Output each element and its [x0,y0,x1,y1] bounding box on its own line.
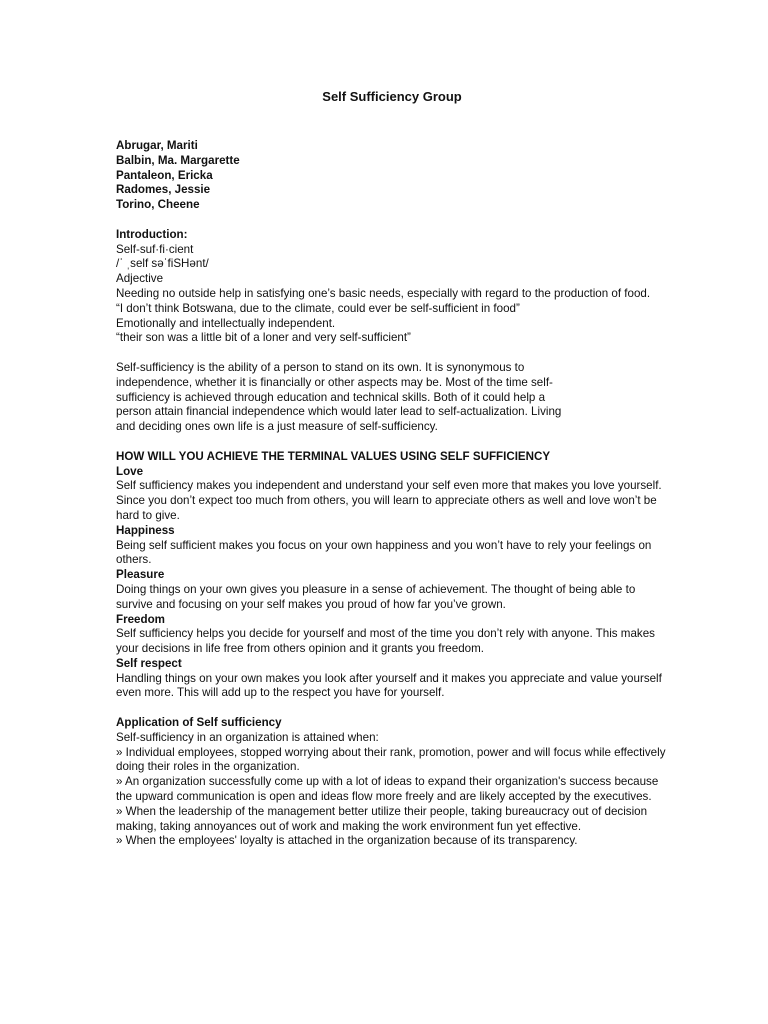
member-name: Pantaleon, Ericka [116,168,213,182]
definition-paragraph [116,361,568,435]
introduction-heading: Introduction: [116,227,188,241]
value-name-freedom: Freedom [116,612,165,626]
value-text-pleasure: Doing things on your own gives you pleasure in a sense of achievement. The thought of being able to survive and focusing on your self makes you proud of how far you’ve grown. [116,582,636,611]
intro-line: /ˈ ˌself səˈfiSHənt/ [116,257,209,271]
application-heading: Application of Self sufficiency [116,716,282,730]
intro-line: Self-suf·fi·cient [116,242,194,256]
value-name-love: Love [116,464,144,478]
application-item: » An organization successfully come up with a lot of ideas to expand their organization's success because the upward communication is open and ideas flow more freely and are likely accepted by the executives. [116,775,659,804]
document-title: Self Sufficiency Group [322,89,462,104]
terminal-values-section [116,450,668,702]
member-name: Radomes, Jessie [116,183,211,197]
terminal-values-heading: HOW WILL YOU ACHIEVE THE TERMINAL VALUES USING SELF SUFFICIENCY [116,449,551,463]
application-section [116,716,668,849]
intro-line: Adjective [116,272,164,286]
value-text-self-respect: Handling things on your own makes you look after yourself and it makes you appreciate and value yourself even more. This will add up to the respect you have for yourself. [116,671,662,700]
value-text-freedom: Self sufficiency helps you decide for yourself and most of the time you don’t rely with anyone. This makes your decisions in life free from others opinion and it grants you freedom. [116,627,655,656]
intro-line: “their son was a little bit of a loner and very self-sufficient” [116,331,411,345]
intro-line: Emotionally and intellectually independent. [116,316,336,330]
member-name: Balbin, Ma. Margarette [116,153,240,167]
member-list [116,139,668,213]
value-text-love: Self sufficiency makes you independent and understand your self even more that makes you love yourself. Since you don’t expect too much from others, you will learn to appreciate others as well and love won’t be hard to give. [116,479,662,522]
paragraph-text: Self-sufficiency is the ability of a person to stand on its own. It is synonymous to independence, whether it is financially or other aspects may be. Most of the time self-sufficiency is achieved through education and technical skills. Both of it could help a person attain financial independence which would later lead to self-actualization. Living and deciding ones own life is a just measure of self-sufficiency. [116,360,562,434]
value-name-pleasure: Pleasure [116,568,165,582]
application-intro: Self-sufficiency in an organization is attained when: [116,730,379,744]
value-name-self-respect: Self respect [116,656,182,670]
introduction-section [116,228,668,346]
value-name-happiness: Happiness [116,523,175,537]
value-text-happiness: Being self sufficient makes you focus on your own happiness and you won’t have to rely your feelings on others. [116,538,652,567]
application-item: » Individual employees, stopped worrying about their rank, promotion, power and will focus while effectively doing their roles in the organization. [116,745,666,774]
application-item: » When the employees' loyalty is attached in the organization because of its transparency. [116,834,578,848]
member-name: Abrugar, Mariti [116,139,198,152]
member-name: Torino, Cheene [116,198,200,212]
application-item: » When the leadership of the management better utilize their people, taking bureaucracy out of decision making, taking annoyances out of work and making the work environment fun yet effective. [116,804,648,833]
intro-line: Needing no outside help in satisfying one’s basic needs, especially with regard to the production of food. [116,286,651,300]
intro-line: “I don’t think Botswana, due to the climate, could ever be self-sufficient in food” [116,301,520,315]
